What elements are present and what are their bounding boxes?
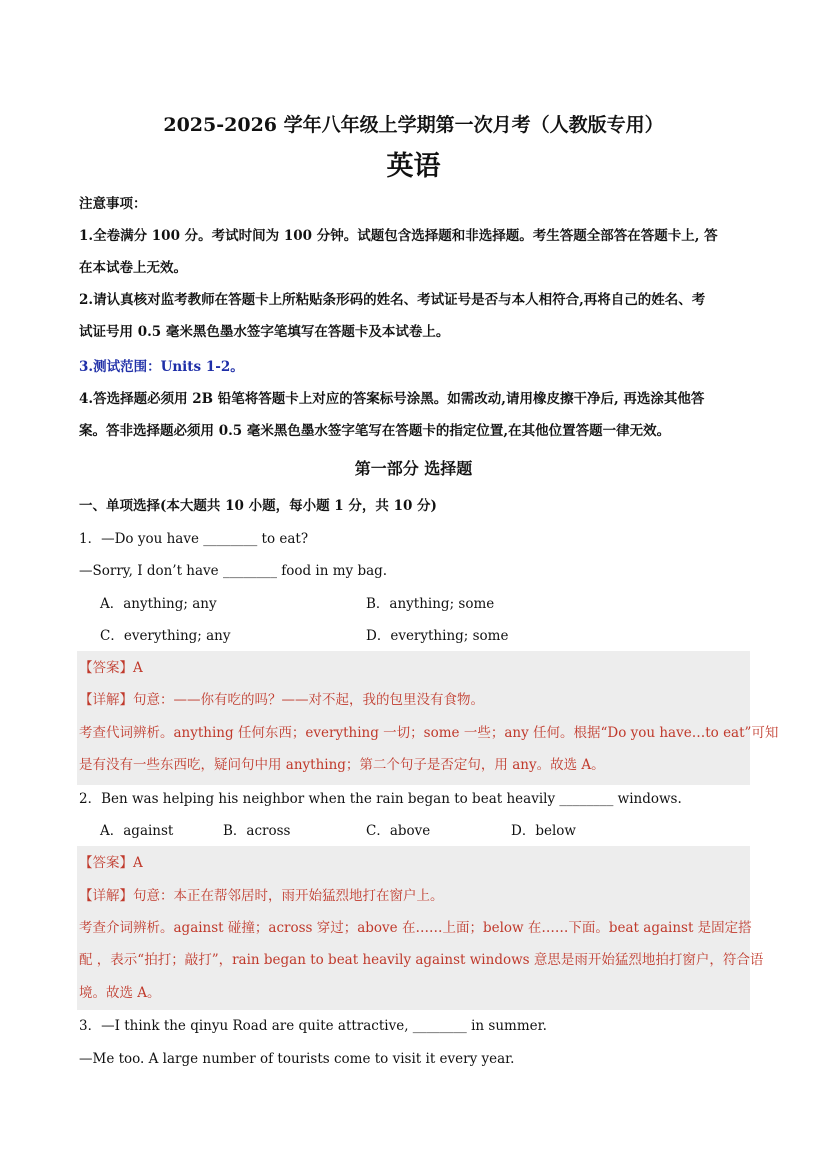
q2-option-d: D．below xyxy=(511,823,576,839)
q1-detail: 【详解】句意：——你有吃的吗？——对不起，我的包里没有食物。 xyxy=(79,692,484,708)
q1-analysis-line-2: 是有没有一些东西吃，疑问句中用 anything；第二个句子是否定句，用 any。故选 A。 xyxy=(79,757,605,773)
q3-stem-line-1: 3．—I think the qinyu Road are quite attractive, ________ in summer. xyxy=(79,1018,547,1034)
q2-answer-box xyxy=(77,846,764,1010)
q2-stem: 2．Ben was helping his neighbor when the rain began to beat heavily ________ windows. xyxy=(79,791,682,807)
note-2-line-2: 试证号用 0.5 毫米黑色墨水签字笔填写在答题卡及本试卷上。 xyxy=(79,324,450,340)
exam-title: 2025-2026 学年八年级上学期第一次月考（人教版专用） xyxy=(163,114,664,136)
note-1-line-1: 1.全卷满分 100 分。考试时间为 100 分钟。试题包含选择题和非选择题。考生答题全部答在答题卡上, 答 xyxy=(79,228,718,244)
note-4-line-2: 案。答非选择题必须用 0.5 毫米黑色墨水签字笔写在答题卡的指定位置,在其他位置答题一律无效。 xyxy=(79,423,671,439)
q2-analysis-line-3: 境。故选 A。 xyxy=(79,985,161,1001)
q2-answer: 【答案】A xyxy=(79,855,143,871)
q2-option-c: C．above xyxy=(366,823,431,839)
q1-option-d: D．everything; some xyxy=(366,628,509,644)
note-1-line-2: 在本试卷上无效。 xyxy=(79,260,187,276)
note-2-line-1: 2.请认真核对监考教师在答题卡上所粘贴条形码的姓名、考试证号是否与本人相符合,再将自己的姓名、考 xyxy=(79,292,706,308)
part-heading: 一、单项选择(本大题共 10 小题，每小题 1 分，共 10 分) xyxy=(79,498,437,514)
q1-stem-line-1: 1．—Do you have ________ to eat? xyxy=(79,531,309,547)
q3-stem-line-2: —Me too. A large number of tourists come to visit it every year. xyxy=(79,1051,515,1067)
q2-analysis-line-2: 配 ，表示“拍打；敲打”，rain began to beat heavily against windows 意思是雨开始猛烈地拍打窗户，符合语 xyxy=(79,952,764,968)
note-3-test-scope: 3.测试范围：Units 1-2。 xyxy=(79,359,244,375)
notes-heading: 注意事项： xyxy=(79,196,147,212)
q2-option-a: A．against xyxy=(100,823,174,839)
q1-analysis-line-1: 考查代词辨析。anything 任何东西；everything 一切；some 一些；any 任何。根据“Do you have…to eat”可知 xyxy=(79,725,779,741)
q2-detail: 【详解】句意：本正在帮邻居时，雨开始猛烈地打在窗户上。 xyxy=(79,888,444,904)
section-title: 第一部分 选择题 xyxy=(354,459,473,478)
q1-option-c: C．everything; any xyxy=(100,628,231,644)
q1-option-b: B．anything; some xyxy=(366,596,495,612)
note-4-line-1: 4.答选择题必须用 2B 铅笔将答题卡上对应的答案标号涂黑。如需改动,请用橡皮擦干净后, 再选涂其他答 xyxy=(79,391,705,407)
q2-analysis-line-1: 考查介词辨析。against 碰撞；across 穿过；above 在……上面；below 在……下面。beat against 是固定搭 xyxy=(79,920,752,936)
q1-answer-box xyxy=(77,651,779,785)
q1-stem-line-2: —Sorry, I don’t have ________ food in my bag. xyxy=(79,563,388,579)
q1-option-a: A．anything; any xyxy=(100,596,217,612)
q1-answer: 【答案】A xyxy=(79,660,143,676)
q2-option-b: B．across xyxy=(223,823,291,839)
subject-title: 英语 xyxy=(386,151,441,182)
